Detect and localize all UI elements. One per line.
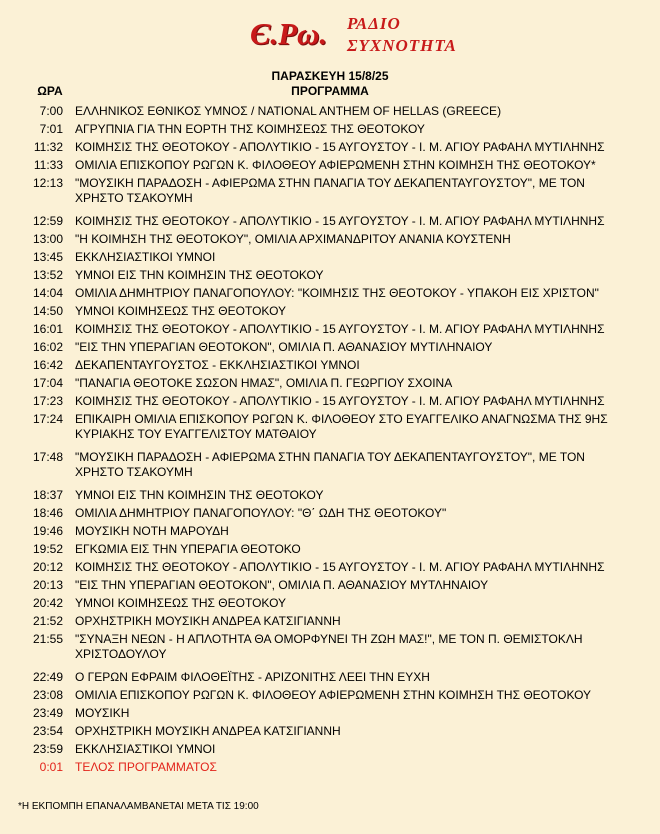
schedule-row bbox=[0, 174, 660, 212]
schedule-time: 22:49 bbox=[32, 670, 63, 684]
logo-text-radio: ΡΑΔΙΟ bbox=[347, 14, 401, 33]
schedule-program: ΚΟΙΜΗΣΙΣ ΤΗΣ ΘΕΟΤΟΚΟΥ - ΑΠΟΛΥΤΙΚΙΟ - 15 ΑΥΓΟΥΣΤΟΥ - Ι. Μ. ΑΓΙΟΥ ΡΑΦΑΗΛ ΜΥΤΙΛΗΝΗΣ bbox=[75, 140, 605, 154]
schedule-row bbox=[0, 704, 660, 722]
schedule-program: "ΜΟΥΣΙΚΗ ΠΑΡΑΔΟΣΗ - ΑΦΙΕΡΩΜΑ ΣΤΗΝ ΠΑΝΑΓΙΑ ΤΟΥ ΔΕΚΑΠΕΝΤΑΥΓΟΥΣΤΟΥ", ΜΕ ΤΟΝ ΧΡΗΣΤΟ ΤΣΑΚΟΥΜΗ bbox=[75, 450, 585, 479]
schedule-program: ΕΚΚΛΗΣΙΑΣΤΙΚΟΙ ΥΜΝΟΙ bbox=[75, 250, 216, 264]
schedule-program: ΕΠΙΚΑΙΡΗ ΟΜΙΛΙΑ ΕΠΙΣΚΟΠΟΥ ΡΩΓΩΝ Κ. ΦΙΛΟΘΕΟΥ ΣΤΟ ΕΥΑΓΓΕΛΙΚΟ ΑΝΑΓΝΩΣΜΑ ΤΗΣ 9ΗΣ ΚΥΡΙΑΚΗΣ ΤΟΥ ΕΥΑΓΓΕΛΙΣΤΟΥ ΜΑΤΘΑΙΟΥ bbox=[75, 412, 608, 441]
schedule-program: Ο ΓΕΡΩΝ ΕΦΡΑΙΜ ΦΙΛΟΘΕΪΤΗΣ - ΑΡΙΖΟΝΙΤΗΣ ΛΕΕΙ ΤΗΝ ΕΥΧΗ bbox=[75, 670, 430, 684]
schedule-time: 17:24 bbox=[32, 412, 63, 426]
schedule-time: 18:37 bbox=[32, 488, 63, 502]
schedule-program: ΚΟΙΜΗΣΙΣ ΤΗΣ ΘΕΟΤΟΚΟΥ - ΑΠΟΛΥΤΙΚΙΟ - 15 ΑΥΓΟΥΣΤΟΥ - Ι. Μ. ΑΓΙΟΥ ΡΑΦΑΗΛ ΜΥΤΙΛΗΝΗΣ bbox=[75, 322, 605, 336]
schedule-row bbox=[0, 558, 660, 576]
schedule-row bbox=[0, 522, 660, 540]
schedule-program: ΚΟΙΜΗΣΙΣ ΤΗΣ ΘΕΟΤΟΚΟΥ - ΑΠΟΛΥΤΙΚΙΟ - 15 ΑΥΓΟΥΣΤΟΥ - Ι. Μ. ΑΓΙΟΥ ΡΑΦΑΗΛ ΜΥΤΙΛΗΝΗΣ bbox=[75, 560, 605, 574]
schedule-program: ΥΜΝΟΙ ΚΟΙΜΗΣΕΩΣ ΤΗΣ ΘΕΟΤΟΚΟΥ bbox=[75, 304, 287, 318]
schedule-time: 23:59 bbox=[32, 742, 63, 756]
schedule-program: ΥΜΝΟΙ ΚΟΙΜΗΣΕΩΣ ΤΗΣ ΘΕΟΤΟΚΟΥ bbox=[75, 596, 287, 610]
schedule-row bbox=[0, 138, 660, 156]
schedule-time: 13:00 bbox=[32, 232, 63, 246]
schedule-program: ΤΕΛΟΣ ΠΡΟΓΡΑΜΜΑΤΟΣ bbox=[75, 760, 217, 774]
logo-text-frequency: ΣΥΧΝΟΤΗΤΑ bbox=[347, 36, 457, 55]
schedule-time: 23:49 bbox=[32, 706, 63, 720]
schedule-program: ΟΜΙΛΙΑ ΔΗΜΗΤΡΙΟΥ ΠΑΝΑΓΟΠΟΥΛΟΥ: "Θ΄ ΩΔΗ ΤΗΣ ΘΕΟΤΟΚΟΥ" bbox=[75, 506, 447, 520]
schedule-time: 14:50 bbox=[32, 304, 63, 318]
schedule-row bbox=[0, 338, 660, 356]
schedule-row bbox=[0, 594, 660, 612]
schedule-row bbox=[0, 612, 660, 630]
schedule-row bbox=[0, 686, 660, 704]
schedule-time: 19:46 bbox=[32, 524, 63, 538]
schedule-row bbox=[0, 284, 660, 302]
schedule-row bbox=[0, 392, 660, 410]
schedule-row bbox=[0, 266, 660, 284]
schedule-program: ΟΡΧΗΣΤΡΙΚΗ ΜΟΥΣΙΚΗ ΑΝΔΡΕΑ ΚΑΤΣΙΓΙΑΝΝΗ bbox=[75, 614, 341, 628]
schedule-row bbox=[0, 120, 660, 138]
schedule-row bbox=[0, 156, 660, 174]
schedule-program: ΟΜΙΛΙΑ ΔΗΜΗΤΡΙΟΥ ΠΑΝΑΓΟΠΟΥΛΟΥ: "ΚΟΙΜΗΣΙΣ ΤΗΣ ΘΕΟΤΟΚΟΥ - ΥΠΑΚΟΗ ΕΙΣ ΧΡΙΣΤΟΝ" bbox=[75, 286, 599, 300]
schedule-row bbox=[0, 758, 660, 776]
schedule-row bbox=[0, 540, 660, 558]
schedule-program: ΟΡΧΗΣΤΡΙΚΗ ΜΟΥΣΙΚΗ ΑΝΔΡΕΑ ΚΑΤΣΙΓΙΑΝΝΗ bbox=[75, 724, 341, 738]
schedule-time: 11:32 bbox=[33, 140, 63, 154]
schedule-time: 7:01 bbox=[39, 122, 63, 136]
schedule-time: 14:04 bbox=[32, 286, 63, 300]
schedule-program: ΕΚΚΛΗΣΙΑΣΤΙΚΟΙ ΥΜΝΟΙ bbox=[75, 742, 216, 756]
schedule-program: "ΜΟΥΣΙΚΗ ΠΑΡΑΔΟΣΗ - ΑΦΙΕΡΩΜΑ ΣΤΗΝ ΠΑΝΑΓΙΑ ΤΟΥ ΔΕΚΑΠΕΝΤΑΥΓΟΥΣΤΟΥ", ΜΕ ΤΟΝ ΧΡΗΣΤΟ ΤΣΑΚΟΥΜΗ bbox=[75, 176, 585, 205]
schedule-program: "Η ΚΟΙΜΗΣΗ ΤΗΣ ΘΕΟΤΟΚΟΥ", ΟΜΙΛΙΑ ΑΡΧΙΜΑΝΔΡΙΤΟΥ ΑΝΑΝΙΑ ΚΟΥΣΤΕΝΗ bbox=[75, 232, 511, 246]
schedule-row bbox=[0, 302, 660, 320]
column-header-program: ΠΡΟΓΡΑΜΜΑ bbox=[291, 84, 369, 98]
schedule-program: ΥΜΝΟΙ ΕΙΣ ΤΗΝ ΚΟΙΜΗΣΙΝ ΤΗΣ ΘΕΟΤΟΚΟΥ bbox=[75, 268, 324, 282]
schedule-program: ΟΜΙΛΙΑ ΕΠΙΣΚΟΠΟΥ ΡΩΓΩΝ Κ. ΦΙΛΟΘΕΟΥ ΑΦΙΕΡΩΜΕΝΗ ΣΤΗΝ ΚΟΙΜΗΣΗ ΤΗΣ ΘΕΟΤΟΚΟΥ* bbox=[75, 158, 596, 172]
schedule-time: 21:52 bbox=[32, 614, 63, 628]
schedule-row bbox=[0, 410, 660, 448]
schedule-time: 13:52 bbox=[32, 268, 63, 282]
schedule-program: ΚΟΙΜΗΣΙΣ ΤΗΣ ΘΕΟΤΟΚΟΥ - ΑΠΟΛΥΤΙΚΙΟ - 15 ΑΥΓΟΥΣΤΟΥ - Ι. Μ. ΑΓΙΟΥ ΡΑΦΑΗΛ ΜΥΤΙΛΗΝΗΣ bbox=[75, 214, 605, 228]
schedule-row bbox=[0, 374, 660, 392]
schedule-time: 20:42 bbox=[32, 596, 63, 610]
footnote: *Η ΕΚΠΟΜΠΗ ΕΠΑΝΑΛΑΜΒΑΝΕΤΑΙ ΜΕΤΑ ΤΙΣ 19:00 bbox=[18, 801, 259, 812]
schedule-time: 23:08 bbox=[32, 688, 63, 702]
schedule-row bbox=[0, 230, 660, 248]
schedule-row bbox=[0, 668, 660, 686]
schedule-time: 11:33 bbox=[33, 158, 63, 172]
schedule-program: ΥΜΝΟΙ ΕΙΣ ΤΗΝ ΚΟΙΜΗΣΙΝ ΤΗΣ ΘΕΟΤΟΚΟΥ bbox=[75, 488, 324, 502]
schedule-row bbox=[0, 576, 660, 594]
schedule-program: "ΠΑΝΑΓΙΑ ΘΕΟΤΟΚΕ ΣΩΣΟΝ ΗΜΑΣ", ΟΜΙΛΙΑ Π. ΓΕΩΡΓΙΟΥ ΣΧΟΙΝΑ bbox=[75, 376, 453, 390]
schedule-row bbox=[0, 102, 660, 120]
schedule-time: 20:12 bbox=[32, 560, 63, 574]
schedule-row bbox=[0, 356, 660, 374]
schedule-program: ΔΕΚΑΠΕΝΤΑΥΓΟΥΣΤΟΣ - ΕΚΚΛΗΣΙΑΣΤΙΚΟΙ ΥΜΝΟΙ bbox=[75, 358, 360, 372]
schedule-time: 17:04 bbox=[32, 376, 63, 390]
schedule-time: 16:01 bbox=[32, 322, 63, 336]
schedule-time: 12:59 bbox=[32, 214, 63, 228]
schedule-program: ΕΛΛΗΝΙΚΟΣ ΕΘΝΙΚΟΣ ΥΜΝΟΣ / NATIONAL ANTHEM OF HELLAS (GREECE) bbox=[75, 104, 502, 118]
column-header-time: ΩΡΑ bbox=[37, 84, 63, 98]
schedule-program: "ΕΙΣ ΤΗΝ ΥΠΕΡΑΓΙΑΝ ΘΕΟΤΟΚΟΝ", ΟΜΙΛΙΑ Π. ΑΘΑΝΑΣΙΟΥ ΜΥΤΙΛΗΝΑΙΟΥ bbox=[75, 340, 493, 354]
schedule-list bbox=[0, 102, 660, 776]
schedule-time: 16:42 bbox=[32, 358, 63, 372]
schedule-row bbox=[0, 448, 660, 486]
schedule-time: 7:00 bbox=[39, 104, 63, 118]
schedule-time: 16:02 bbox=[32, 340, 63, 354]
schedule-program: ΑΓΡΥΠΝΙΑ ΓΙΑ ΤΗΝ ΕΟΡΤΗ ΤΗΣ ΚΟΙΜΗΣΕΩΣ ΤΗΣ ΘΕΟΤΟΚΟΥ bbox=[75, 122, 425, 136]
schedule-time: 17:48 bbox=[32, 450, 63, 464]
schedule-time: 18:46 bbox=[32, 506, 63, 520]
schedule-time: 23:54 bbox=[32, 724, 63, 738]
schedule-time: 13:45 bbox=[32, 250, 63, 264]
schedule-program: ΜΟΥΣΙΚΗ bbox=[75, 706, 130, 720]
schedule-program: ΟΜΙΛΙΑ ΕΠΙΣΚΟΠΟΥ ΡΩΓΩΝ Κ. ΦΙΛΟΘΕΟΥ ΑΦΙΕΡΩΜΕΝΗ ΣΤΗΝ ΚΟΙΜΗΣΗ ΤΗΣ ΘΕΟΤΟΚΟΥ bbox=[75, 688, 592, 702]
schedule-row bbox=[0, 320, 660, 338]
schedule-row bbox=[0, 630, 660, 668]
schedule-program: ΜΟΥΣΙΚΗ ΝΟΤΗ ΜΑΡΟΥΔΗ bbox=[75, 524, 229, 538]
schedule-row bbox=[0, 212, 660, 230]
schedule-time: 19:52 bbox=[32, 542, 63, 556]
schedule-program: "ΣΥΝΑΞΗ ΝΕΩΝ - Η ΑΠΛΟΤΗΤΑ ΘΑ ΟΜΟΡΦΥΝΕΙ ΤΗ ΖΩΗ ΜΑΣ!", ΜΕ ΤΟΝ Π. ΘΕΜΙΣΤΟΚΛΗ ΧΡΙΣΤΟΔΟΥΛΟΥ bbox=[75, 632, 583, 661]
logo-monogram: Є.Ρω. bbox=[250, 16, 328, 51]
broadcast-date: ΠΑΡΑΣΚΕΥΗ 15/8/25 bbox=[271, 69, 389, 83]
schedule-time: 17:23 bbox=[32, 394, 63, 408]
schedule-time: 21:55 bbox=[32, 632, 63, 646]
station-logo bbox=[244, 14, 464, 64]
schedule-row bbox=[0, 504, 660, 522]
schedule-program: ΕΓΚΩΜΙΑ ΕΙΣ ΤΗΝ ΥΠΕΡΑΓΙΑ ΘΕΟΤΟΚΟ bbox=[75, 542, 301, 556]
schedule-row bbox=[0, 722, 660, 740]
schedule-program: ΚΟΙΜΗΣΙΣ ΤΗΣ ΘΕΟΤΟΚΟΥ - ΑΠΟΛΥΤΙΚΙΟ - 15 ΑΥΓΟΥΣΤΟΥ - Ι. Μ. ΑΓΙΟΥ ΡΑΦΑΗΛ ΜΥΤΙΛΗΝΗΣ bbox=[75, 394, 605, 408]
schedule-time: 20:13 bbox=[32, 578, 63, 592]
schedule-row bbox=[0, 248, 660, 266]
schedule-time: 0:01 bbox=[39, 760, 63, 774]
schedule-program: "ΕΙΣ ΤΗΝ ΥΠΕΡΑΓΙΑΝ ΘΕΟΤΟΚΟΝ", ΟΜΙΛΙΑ Π. ΑΘΑΝΑΣΙΟΥ ΜΥΤΛΗΝΑΙΟΥ bbox=[75, 578, 489, 592]
schedule-time: 12:13 bbox=[32, 176, 63, 190]
schedule-row bbox=[0, 486, 660, 504]
schedule-row bbox=[0, 740, 660, 758]
